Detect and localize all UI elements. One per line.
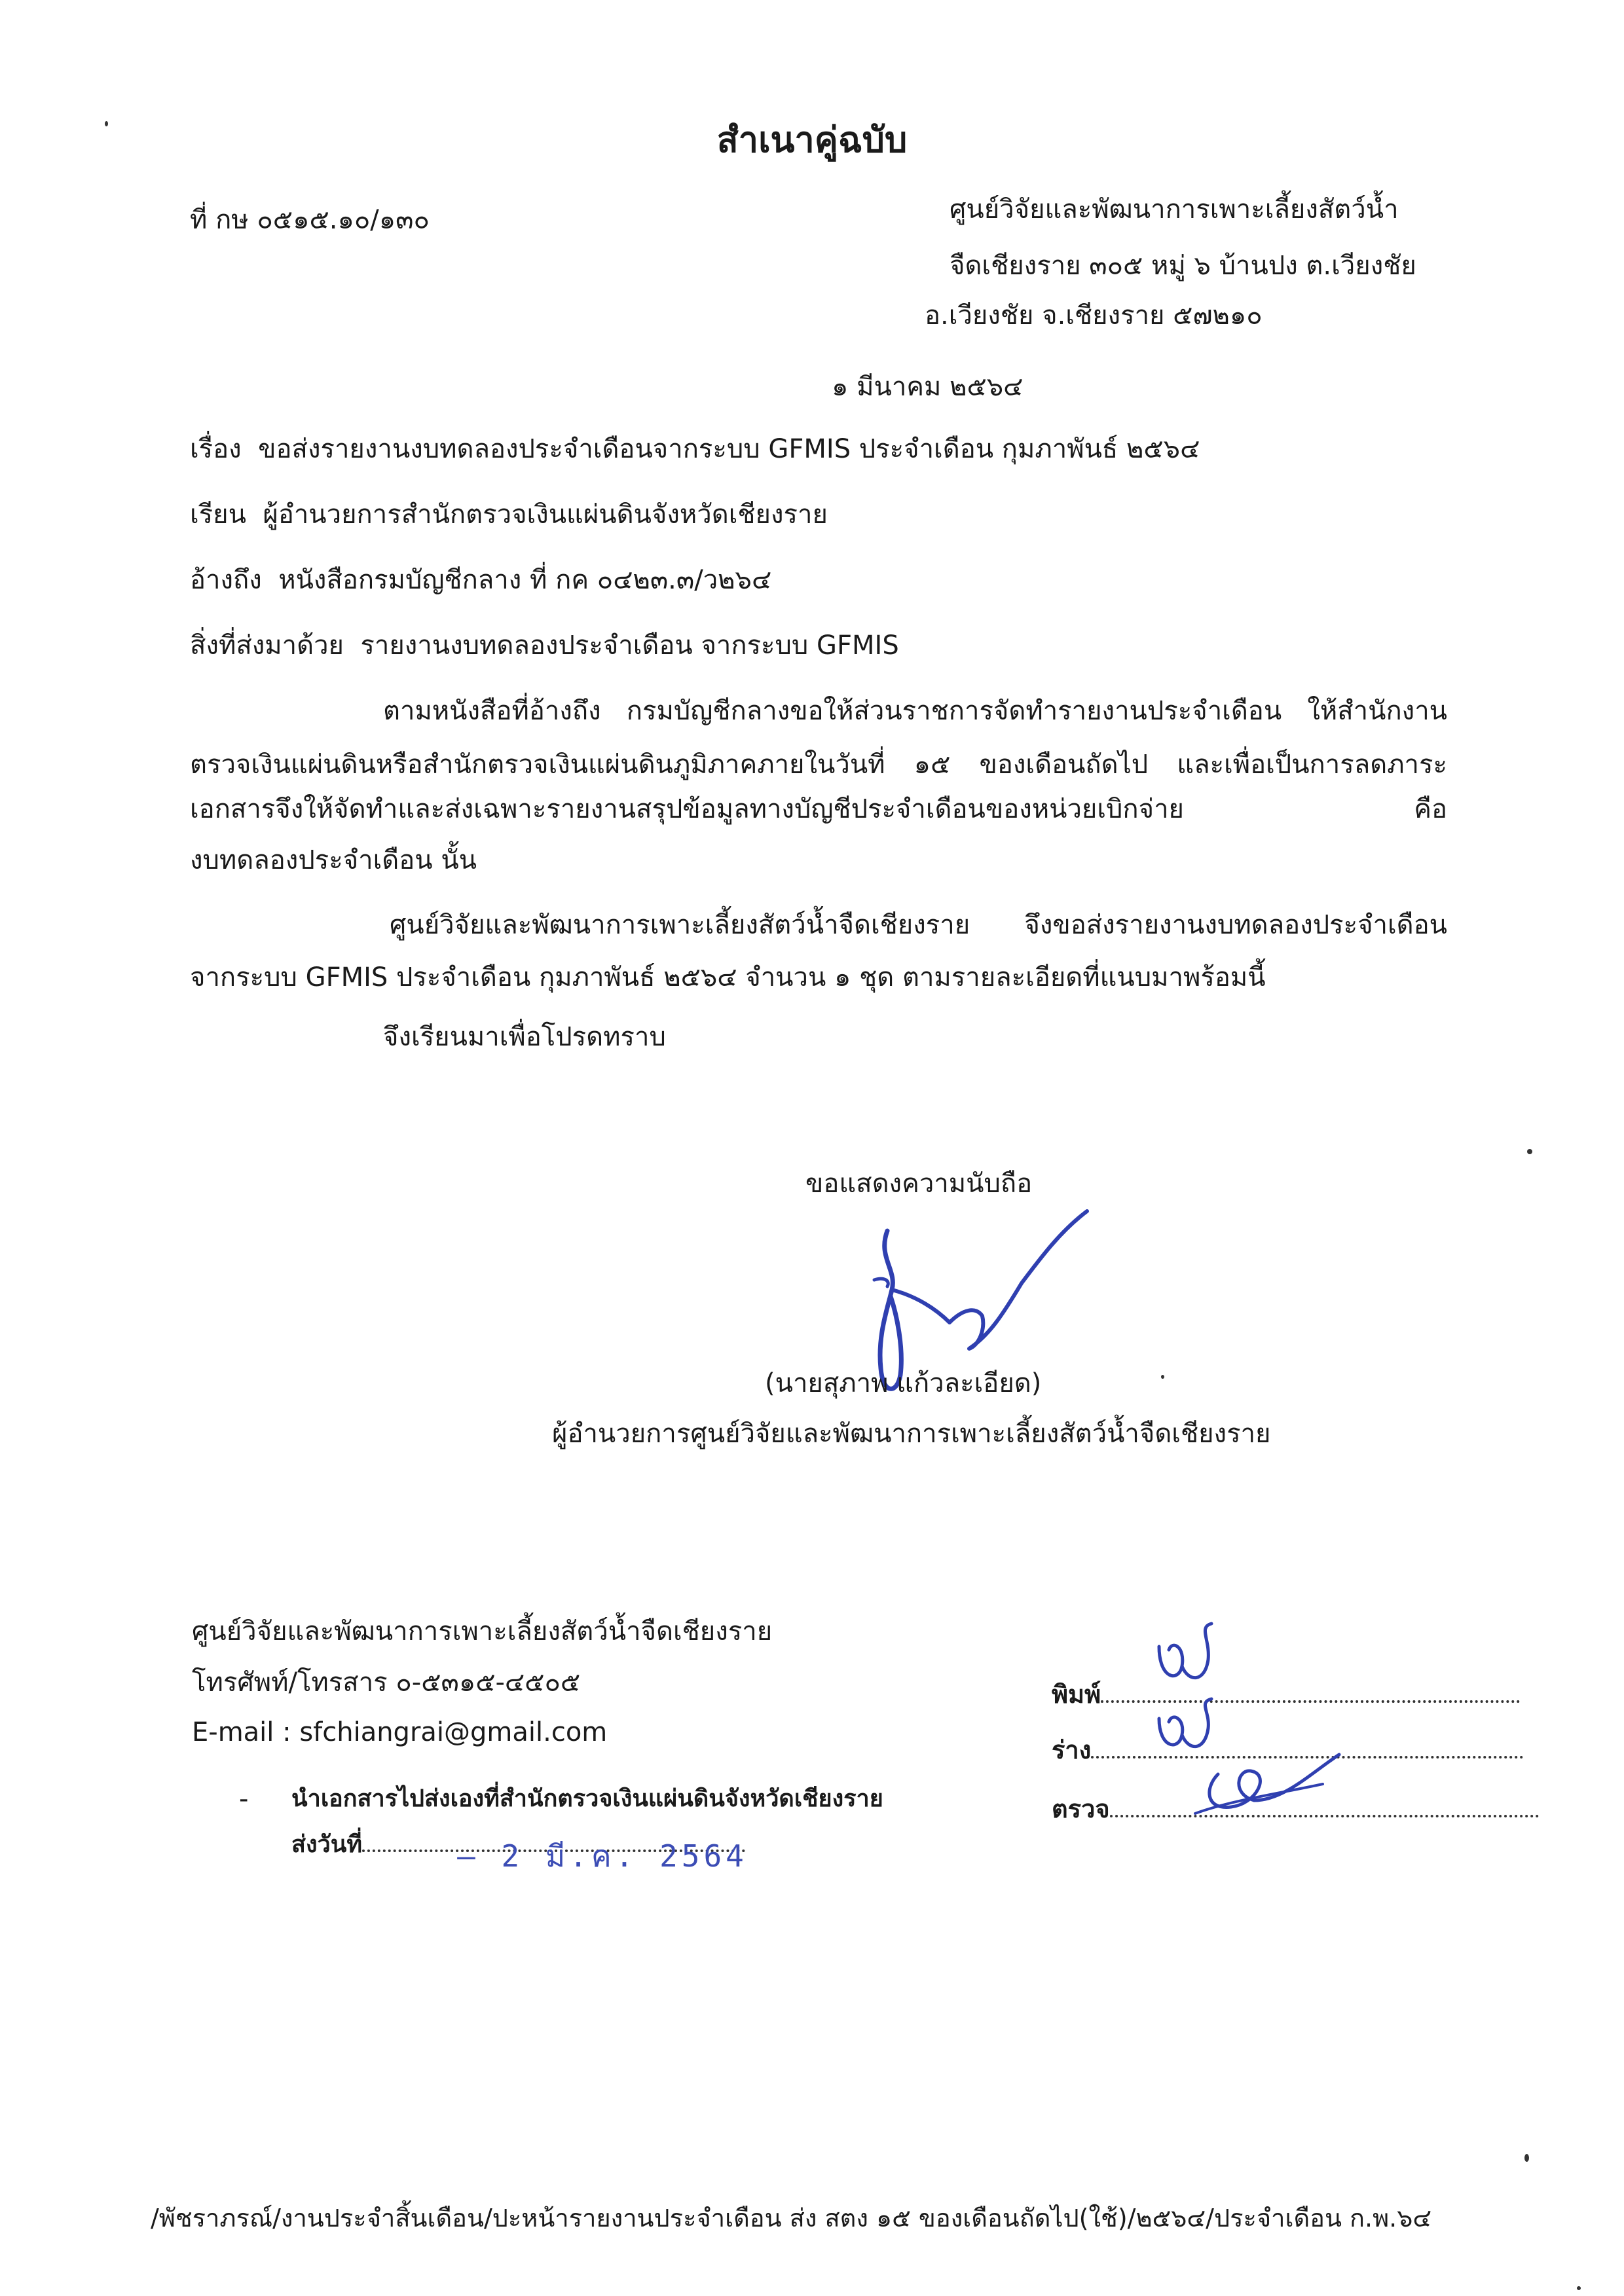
reference-line (190, 562, 771, 598)
scan-speck (105, 121, 108, 126)
sender-address-line-1: ศูนย์วิจัยและพัฒนาการเพาะเลี้ยงสัตว์น้ำ (950, 194, 1399, 225)
office-email: E-mail : sfchiangrai@gmail.com (192, 1717, 608, 1747)
paragraph-1-line-2: ตรวจเงินแผ่นดินหรือสำนักตรวจเงินแผ่นดินภูมิภาคภายในวันที่ ๑๕ ของเดือนถัดไป และเพื่อเป็นการลดภาระ (190, 750, 1447, 780)
paragraph-1-line-3: เอกสารจึงให้จัดทำและส่งเฉพาะรายงานสรุปข้อมูลทางบัญชีประจำเดือนของหน่วยเบิกจ่าย คือ (190, 794, 1447, 824)
letter-date: ๑ มีนาคม ๒๕๖๔ (832, 372, 1024, 402)
signatory-position: ผู้อำนวยการศูนย์วิจัยและพัฒนาการเพาะเลี้ยงสัตว์น้ำจืดเชียงราย (552, 1419, 1271, 1449)
closing-salutation: ขอแสดงความนับถือ (805, 1169, 1033, 1199)
office-name: ศูนย์วิจัยและพัฒนาการเพาะเลี้ยงสัตว์น้ำจืดเชียงราย (192, 1616, 773, 1647)
sent-date-label: ส่งวันที่ (291, 1831, 363, 1858)
scan-speck (1527, 1149, 1532, 1154)
office-phone: โทรศัพท์/โทรสาร ๐-๕๓๑๕-๔๕๐๕ (192, 1667, 581, 1698)
reference-text: หนังสือกรมบัญชีกลาง ที่ กค ๐๔๒๓.๓/ว๒๖๔ (278, 565, 772, 595)
enclosure-label: สิ่งที่ส่งมาด้วย (190, 630, 344, 661)
subject-line (190, 431, 1200, 467)
reference-label: อ้างถึง (190, 565, 262, 595)
paragraph-2-line-1: ศูนย์วิจัยและพัฒนาการเพาะเลี้ยงสัตว์น้ำจืดเชียงราย จึงขอส่งรายงานงบทดลองประจำเดือน (390, 910, 1447, 940)
scan-speck (1161, 1375, 1164, 1379)
signatory-name: (นายสุภาพ แก้วละเอียด) (765, 1368, 1042, 1398)
checked-by-label: ตรวจ (1052, 1795, 1110, 1823)
closing-paragraph: จึงเรียนมาเพื่อโปรดทราบ (383, 1022, 666, 1052)
subject-text: ขอส่งรายงานงบทดลองประจำเดือนจากระบบ GFMIS ประจำเดือน กุมภาพันธ์ ๒๕๖๔ (258, 434, 1200, 464)
document-number: ที่ กษ ๐๕๑๕.๑๐/๑๓๐ (190, 205, 430, 235)
typed-by-line (1052, 1676, 1520, 1713)
file-path: /พัชราภรณ์/งานประจำสิ้นเดือน/ปะหน้ารายงานประจำเดือน ส่ง สตง ๑๕ ของเดือนถัดไป(ใช้)/๒๕๖๔/ประจำเดือน ก.พ.๖๔ (151, 2204, 1432, 2232)
note-bullet: - (239, 1784, 249, 1814)
paragraph-1-line-1: ตามหนังสือที่อ้างถึง กรมบัญชีกลางขอให้ส่วนราชการจัดทำรายงานประจำเดือน ให้สำนักงาน (383, 696, 1447, 726)
sent-date-handwritten: – 2 มี.ค. 2564 (457, 1838, 748, 1874)
subject-label: เรื่อง (190, 434, 242, 464)
drafted-by-label: ร่าง (1052, 1736, 1092, 1764)
enclosure-text: รายงานงบทดลองประจำเดือน จากระบบ GFMIS (360, 630, 899, 661)
delivery-note: นำเอกสารไปส่งเองที่สำนักตรวจเงินแผ่นดินจังหวัดเชียงราย (291, 1785, 883, 1812)
paragraph-2-line-2: จากระบบ GFMIS ประจำเดือน กุมภาพันธ์ ๒๕๖๔ จำนวน ๑ ชุด ตามรายละเอียดที่แนบมาพร้อมนี้ (190, 962, 1266, 993)
sender-address-line-2: จืดเชียงราย ๓๐๕ หมู่ ๖ บ้านปง ต.เวียงชัย (950, 251, 1416, 281)
checked-by-initials (1192, 1748, 1342, 1820)
page-title: สำเนาคู่ฉบับ (716, 119, 908, 160)
recipient-line (190, 496, 828, 533)
scan-speck (1577, 2286, 1581, 2290)
sent-date-line (291, 1827, 748, 1874)
sender-address-line-3: อ.เวียงชัย จ.เชียงราย ๕๗๒๑๐ (925, 301, 1263, 331)
enclosure-line (190, 627, 899, 664)
paragraph-1-line-4: งบทดลองประจำเดือน นั้น (190, 845, 477, 875)
scan-speck (1524, 2154, 1529, 2162)
typed-by-label: พิมพ์ (1052, 1680, 1101, 1709)
sent-date-field (362, 1838, 748, 1874)
recipient-text: ผู้อำนวยการสำนักตรวจเงินแผ่นดินจังหวัดเชียงราย (263, 500, 828, 530)
typed-by-initials (1153, 1620, 1225, 1692)
recipient-label: เรียน (190, 500, 246, 530)
